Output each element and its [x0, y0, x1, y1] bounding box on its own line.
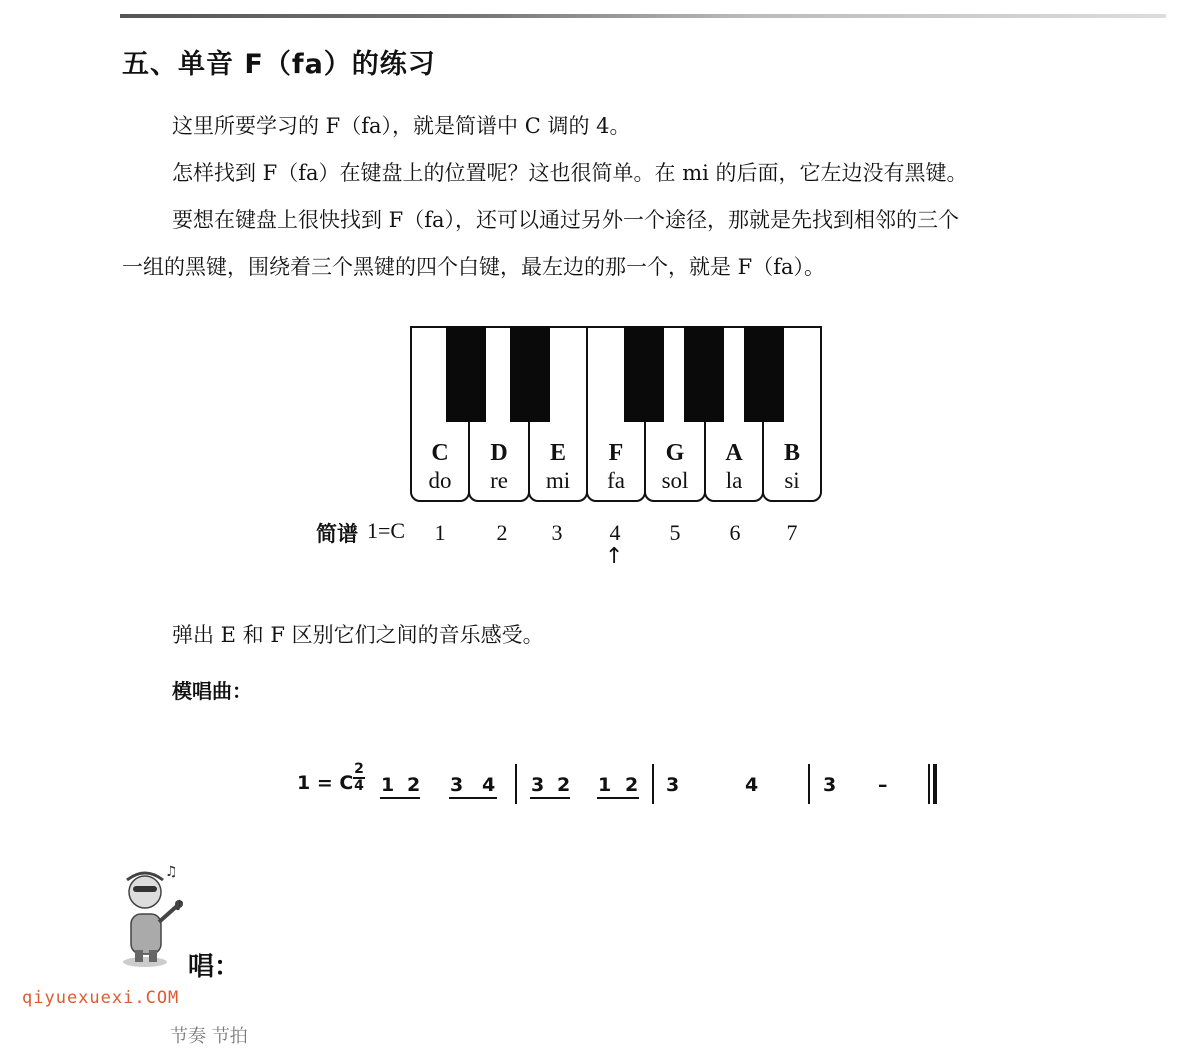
paragraph-3: 要想在键盘上很快找到 F（fa），还可以通过另外一个途径，那就是先找到相邻的三个: [172, 208, 960, 232]
underline-beam: [449, 797, 497, 799]
key-letter: E: [549, 440, 566, 466]
black-key-f-sharp: [624, 326, 664, 422]
bar-line: [808, 764, 810, 804]
jianpu-number: 7: [786, 520, 798, 545]
final-bar-line: [928, 764, 930, 804]
cut-off-text: 节奏 节拍: [170, 1026, 248, 1047]
jianpu-number: 1: [434, 520, 446, 545]
jianpu-number: 6: [729, 520, 741, 545]
black-key-a-sharp: [744, 326, 784, 422]
key-solfege: do: [428, 468, 452, 493]
score-note: 2: [557, 774, 571, 796]
bar-line: [515, 764, 517, 804]
singing-mascot-icon: [115, 862, 195, 972]
jianpu-number: 5: [669, 520, 681, 545]
jianpu-number: 3: [551, 520, 563, 545]
score-note: 3: [666, 774, 680, 796]
key-letter: D: [490, 440, 508, 466]
jianpu-key: 1=C: [367, 518, 406, 543]
key-solfege: fa: [607, 468, 625, 493]
top-rule: [120, 14, 1166, 18]
black-key-g-sharp: [684, 326, 724, 422]
underline-beam: [380, 797, 420, 799]
jianpu-number: 2: [496, 520, 508, 545]
jianpu-number: 4: [609, 520, 621, 545]
jianpu-score: [0, 760, 1182, 810]
black-key-c-sharp: [446, 326, 486, 422]
score-note: 1: [598, 774, 612, 796]
key-letter: G: [665, 440, 685, 466]
score-note: 2: [407, 774, 421, 796]
svg-text:♫: ♫: [165, 864, 178, 880]
key-solfege: sol: [661, 468, 689, 493]
key-letter: A: [725, 440, 743, 466]
watermark: qiyuexuexi.COM: [22, 988, 180, 1008]
score-note: 4: [482, 774, 496, 796]
key-letter: B: [783, 440, 800, 466]
key-letter: F: [608, 440, 624, 466]
score-note: 3: [823, 774, 837, 796]
final-bar-line-thick: [933, 764, 937, 804]
score-note: 1: [381, 774, 395, 796]
time-signature: [353, 762, 365, 793]
paragraph-2: 怎样找到 F（fa）在键盘上的位置呢？这也很简单。在 mi 的后面，它左边没有黑键。: [172, 161, 968, 185]
key-solfege: si: [784, 468, 800, 493]
key-letter: C: [431, 440, 449, 466]
underline-beam: [530, 797, 570, 799]
black-key-d-sharp: [510, 326, 550, 422]
section-heading: 五、单音 F（fa）的练习: [122, 49, 436, 80]
piano-keyboard-diagram: [410, 326, 822, 506]
paragraph-3-continued: 一组的黑键，围绕着三个黑键的四个白键，最左边的那一个，就是 F（fa）。: [122, 255, 826, 279]
score-note: 3: [450, 774, 464, 796]
time-signature-top: 2: [354, 761, 364, 777]
key-solfege: re: [490, 468, 508, 493]
key-solfege: mi: [545, 468, 571, 493]
sing-label: 唱：: [188, 952, 241, 982]
svg-text:♪: ♪: [175, 898, 184, 914]
score-note: –: [878, 774, 888, 796]
key-solfege: la: [725, 468, 743, 493]
paragraph-4: 弹出 E 和 F 区别它们之间的音乐感受。: [172, 623, 544, 647]
sub-heading: 模唱曲：: [172, 679, 252, 703]
score-key: 1 = C: [297, 772, 354, 794]
time-signature-bottom: 4: [354, 778, 364, 794]
up-arrow-icon: ↑: [605, 544, 624, 569]
score-note: 4: [745, 774, 759, 796]
paragraph-1: 这里所要学习的 F（fa），就是简谱中 C 调的 4。: [172, 114, 631, 138]
jianpu-label: 简谱: [316, 522, 358, 546]
score-note: 3: [531, 774, 545, 796]
score-note: 2: [625, 774, 639, 796]
underline-beam: [597, 797, 639, 799]
bar-line: [652, 764, 654, 804]
